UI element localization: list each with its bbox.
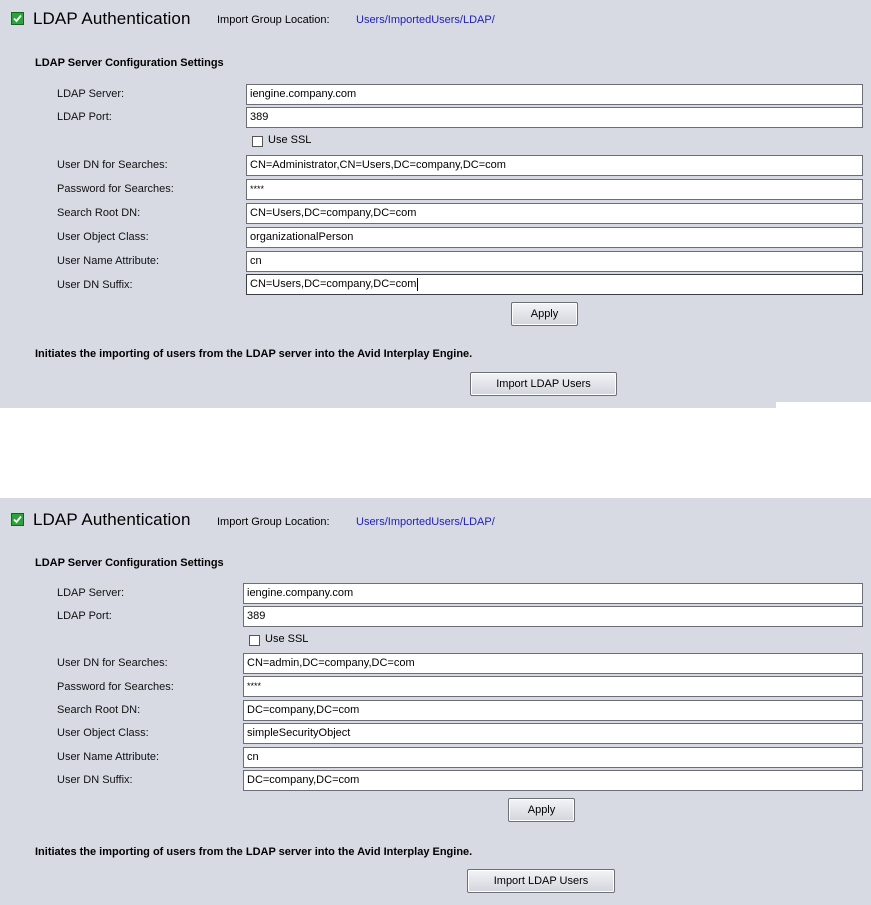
ldap-server-input[interactable]: iengine.company.com xyxy=(246,84,863,105)
user-object-class-input[interactable]: simpleSecurityObject xyxy=(243,723,863,744)
import-ldap-users-button[interactable]: Import LDAP Users xyxy=(467,869,615,893)
import-ldap-users-button[interactable]: Import LDAP Users xyxy=(470,372,617,396)
user-dn-suffix-input[interactable]: DC=company,DC=com xyxy=(243,770,863,791)
section-title: LDAP Server Configuration Settings xyxy=(35,557,224,569)
import-group-location-label: Import Group Location: xyxy=(217,516,330,528)
password-searches-input[interactable]: **** xyxy=(243,676,863,697)
use-ssl-label: Use SSL xyxy=(265,633,309,645)
ldap-server-label: LDAP Server: xyxy=(57,587,125,599)
ldap-enabled-checkbox[interactable] xyxy=(11,513,24,526)
check-icon xyxy=(13,14,22,23)
panel-title: LDAP Authentication xyxy=(33,510,191,529)
ldap-server-input[interactable]: iengine.company.com xyxy=(243,583,863,604)
import-group-location-label: Import Group Location: xyxy=(217,14,330,26)
user-object-class-label: User Object Class: xyxy=(57,231,149,243)
section-title: LDAP Server Configuration Settings xyxy=(35,57,224,69)
password-searches-label: Password for Searches: xyxy=(57,681,174,693)
use-ssl-label: Use SSL xyxy=(268,134,312,146)
ldap-port-label: LDAP Port: xyxy=(57,111,112,123)
ldap-port-input[interactable]: 389 xyxy=(243,606,863,627)
user-dn-suffix-value: CN=Users,DC=company,DC=com xyxy=(250,278,417,290)
user-name-attribute-label: User Name Attribute: xyxy=(57,751,160,763)
user-object-class-label: User Object Class: xyxy=(57,727,149,739)
ldap-port-label: LDAP Port: xyxy=(57,610,112,622)
user-dn-suffix-label: User DN Suffix: xyxy=(57,279,133,291)
password-searches-label: Password for Searches: xyxy=(57,183,174,195)
search-root-dn-input[interactable]: CN=Users,DC=company,DC=com xyxy=(246,203,863,224)
user-dn-searches-label: User DN for Searches: xyxy=(57,159,168,171)
user-dn-suffix-label: User DN Suffix: xyxy=(57,774,133,786)
ldap-panel-2 xyxy=(0,498,871,905)
user-dn-suffix-input[interactable] xyxy=(246,274,863,295)
search-root-dn-label: Search Root DN: xyxy=(57,207,141,219)
ldap-panel-1 xyxy=(0,0,776,408)
ldap-port-input[interactable]: 389 xyxy=(246,107,863,128)
ldap-enabled-checkbox[interactable] xyxy=(11,12,24,25)
search-root-dn-input[interactable]: DC=company,DC=com xyxy=(243,700,863,721)
user-object-class-input[interactable]: organizationalPerson xyxy=(246,227,863,248)
user-name-attribute-input[interactable]: cn xyxy=(243,747,863,768)
user-name-attribute-input[interactable]: cn xyxy=(246,251,863,272)
use-ssl-checkbox[interactable] xyxy=(249,635,260,646)
import-group-location-link[interactable]: Users/ImportedUsers/LDAP/ xyxy=(356,14,495,26)
text-caret xyxy=(417,278,418,291)
user-dn-searches-input[interactable]: CN=admin,DC=company,DC=com xyxy=(243,653,863,674)
user-dn-searches-label: User DN for Searches: xyxy=(57,657,168,669)
user-name-attribute-label: User Name Attribute: xyxy=(57,255,160,267)
import-description: Initiates the importing of users from the LDAP server into the Avid Interplay Engine. xyxy=(35,846,473,858)
check-icon xyxy=(13,515,22,524)
import-group-location-link[interactable]: Users/ImportedUsers/LDAP/ xyxy=(356,516,495,528)
ldap-server-label: LDAP Server: xyxy=(57,88,125,100)
search-root-dn-label: Search Root DN: xyxy=(57,704,141,716)
apply-button[interactable]: Apply xyxy=(511,302,578,326)
use-ssl-checkbox[interactable] xyxy=(252,136,263,147)
import-description: Initiates the importing of users from the LDAP server into the Avid Interplay Engine. xyxy=(35,348,473,360)
user-dn-searches-input[interactable]: CN=Administrator,CN=Users,DC=company,DC=com xyxy=(246,155,863,176)
panel-title: LDAP Authentication xyxy=(33,9,191,28)
password-searches-input[interactable]: **** xyxy=(246,179,863,200)
apply-button[interactable]: Apply xyxy=(508,798,575,822)
